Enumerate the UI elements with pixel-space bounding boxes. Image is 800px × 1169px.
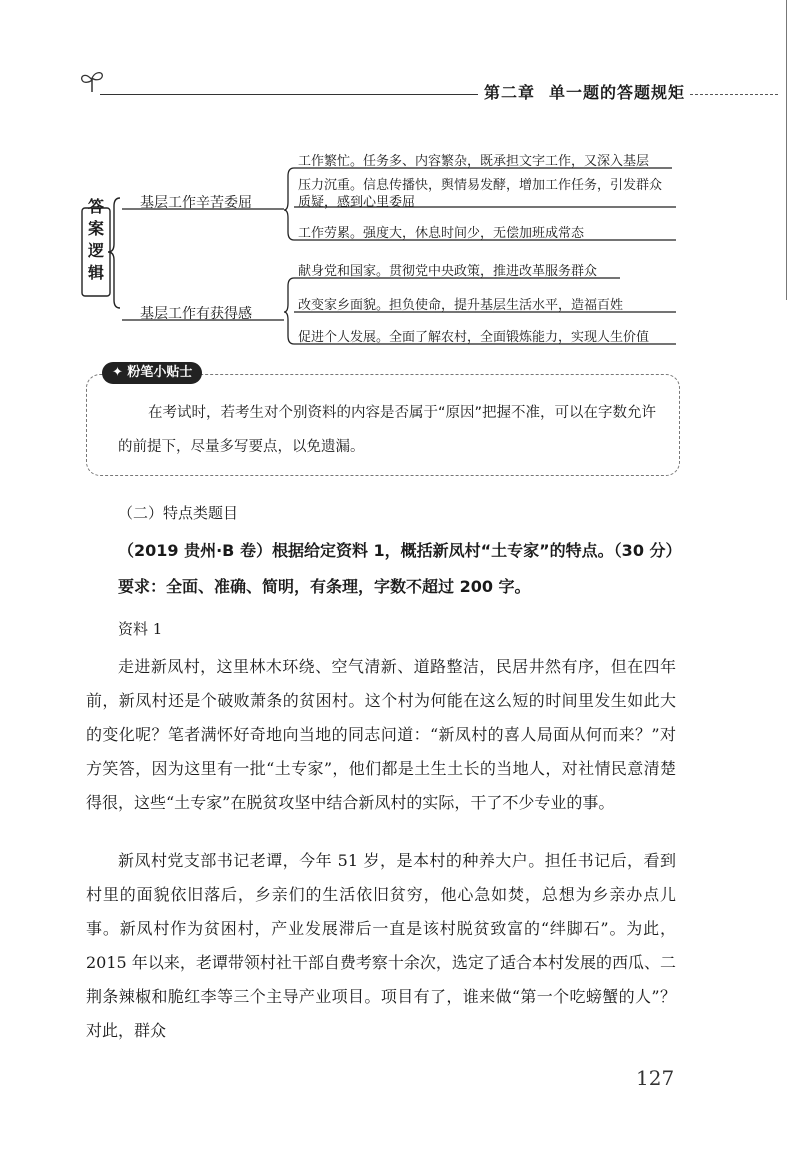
leaf-text: 压力沉重。信息传播快，舆情易发酵，增加工作任务，引发群众 [298,178,663,193]
question-text: （2019 贵州·B 卷）根据给定资料 1，概括新凤村“土专家”的特点。（30 分） [118,541,682,560]
branch-label: 基层工作辛苦委屈 [140,195,252,211]
sprout-icon [78,66,106,94]
leaf-text: 工作繁忙。任务多、内容繁杂，既承担文字工作，又深入基层 [298,154,650,169]
running-header [484,80,685,103]
branch-2-brace [284,278,294,344]
leaf-text: 改变家乡面貌。担负使命，提升基层生活水平，造福百姓 [298,298,624,313]
tip-badge-label: 粉笔小贴士 [127,365,193,380]
branch-label: 基层工作有获得感 [140,306,252,322]
page-number: 127 [636,1066,675,1090]
branch-1-brace [284,168,294,240]
leaf-text: 献身党和国家。贯彻党中央政策，推进改革服务群众 [298,264,598,279]
material-title: 资料 1 [118,620,163,638]
section-title: （二）特点类题目 [118,504,239,522]
leaf-text: 促进个人发展。全面了解农村，全面锻炼能力，实现人生价值 [298,330,650,345]
leaf-text: 质疑，感到心里委屈 [298,195,416,210]
chapter-label: 第二章 [484,83,536,102]
page-edge-line [786,0,787,300]
chapter-title: 单一题的答题规矩 [549,83,686,102]
header-rule-right [690,94,778,95]
tip-body: 在考试时，若考生对个别资料的内容是否属于“原因”把握不准，可以在字数允许的前提下，尽量多写要点，以免遗漏。 [118,405,657,455]
mind-map [80,140,680,350]
mind-map-root: 答案逻辑 [87,197,104,282]
header-rule [100,94,478,95]
tip-badge: ✦ 粉笔小贴士 [102,362,202,384]
requirement-text: 要求：全面、准确、简明，有条理，字数不超过 200 字。 [118,577,531,596]
leaf-text: 工作劳累。强度大，休息时间少，无偿加班成常态 [298,226,585,241]
paragraph: 新凤村党支部书记老谭，今年 51 岁，是本村的种养大户。担任书记后，看到村里的面貌依旧落后，乡亲们的生活依旧贫穷，他心急如焚，总想为乡亲办点儿事。新凤村作为贫困村，产业发展滞后一直是该村脱贫致富的“绊脚石”。为此，2015 年以来，老谭带领村社干部自费考察十余次，选定了适合本村发展的西瓜、二荆条辣椒和脆红李等三个主导产业项目。项目有了，谁来做“第一个吃螃蟹的人”？对此，群众 [86,851,676,1040]
paragraph: 走进新凤村，这里林木环绕、空气清新、道路整洁，民居井然有序，但在四年前，新凤村还是个破败萧条的贫困村。这个村为何能在这么短的时间里发生如此大的变化呢？笔者满怀好奇地向当地的同志问道：“新凤村的喜人局面从何而来？”对方笑答，因为这里有一批“土专家”，他们都是土生土长的当地人，对社情民意清楚得很，这些“土专家”在脱贫攻坚中结合新凤村的实际，干了不少专业的事。 [86,657,676,812]
